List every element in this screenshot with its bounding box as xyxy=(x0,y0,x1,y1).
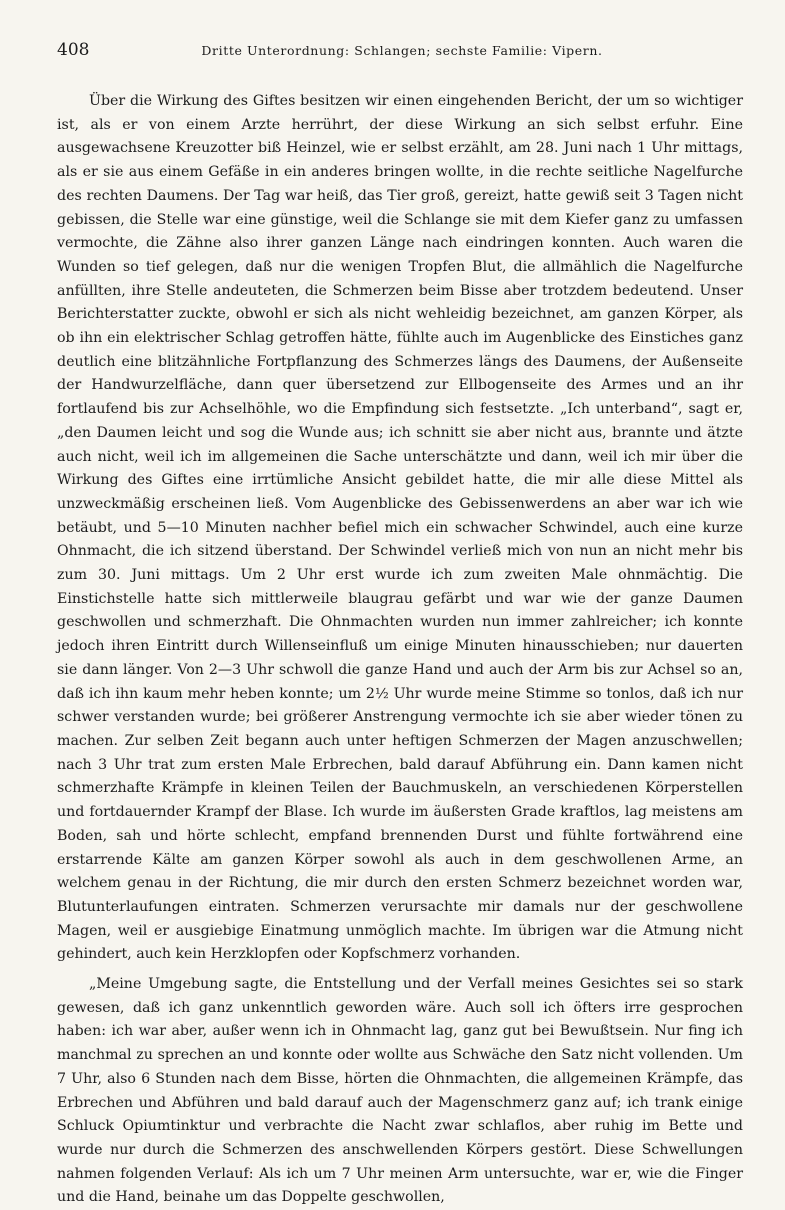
page-number: 408 xyxy=(57,40,90,60)
body-text xyxy=(57,90,743,1210)
running-title: Dritte Unterordnung: Schlangen; sechste Familie: Vipern. xyxy=(201,43,603,58)
page-header xyxy=(57,40,745,62)
paragraph: Über die Wirkung des Giftes besitzen wir einen eingehenden Bericht, der um so wichtiger ist, als er von einem Arzte herrührt, der diese Wirkung an sich selbst erfuhr. Eine ausgewachsene Kreuzotter biß Heinzel, wie er selbst erzählt, am 28. Juni nach 1 Uhr mittags, als er sie aus einem Gefäße in ein anderes bringen wollte, in die rechte seitliche Nagelfurche des rechten Daumens. Der Tag war heiß, das Tier groß, gereizt, hatte gewiß seit 3 Tagen nicht gebissen, die Stelle war eine günstige, weil die Schlange sie mit dem Kiefer ganz zu umfassen vermochte, die Zähne also ihrer ganzen Länge nach eindringen konnten. Auch waren die Wunden so tief gelegen, daß nur die wenigen Tropfen Blut, die allmählich die Nagelfurche anfüllten, ihre Stelle andeuteten, die Schmerzen beim Bisse aber trotzdem bedeutend. Unser Berichterstatter zuckte, obwohl er sich als nicht wehleidig bezeichnet, am ganzen Körper, als ob ihn ein elektrischer Schlag getroffen hätte, fühlte auch im Augenblicke des Einstiches ganz deutlich eine blitzähnliche Fortpflanzung des Schmerzes längs des Daumens, der Außenseite der Handwurzelfläche, dann quer übersetzend zur Ellbogenseite des Armes und an ihr fortlaufend bis zur Achselhöhle, wo die Empfindung sich festsetzte. „Ich unterband“, sagt er, „den Daumen leicht und sog die Wunde aus; ich schnitt sie aber nicht aus, brannte und ätzte auch nicht, weil ich im allgemeinen die Sache unterschätzte und dann, weil ich mir über die Wirkung des Giftes eine irrtümliche Ansicht gebildet hatte, die mir alle diese Mittel als unzweckmäßig erscheinen ließ. Vom Augenblicke des Gebissenwerdens an aber war ich wie betäubt, und 5—10 Minuten nachher befiel mich ein schwacher Schwindel, auch eine kurze Ohnmacht, die ich sitzend überstand. Der Schwindel verließ mich von nun an nicht mehr bis zum 30. Juni mittags. Um 2 Uhr erst wurde ich zum zweiten Male ohnmächtig. Die Einstichstelle hatte sich mittlerweile blaugrau gefärbt und war wie der ganze Daumen geschwollen und schmerzhaft. Die Ohnmachten wurden nun immer zahlreicher; ich konnte jedoch ihren Eintritt durch Willenseinfluß um einige Minuten hinausschieben; nur dauerten sie dann länger. Von 2—3 Uhr schwoll die ganze Hand und auch der Arm bis zur Achsel so an, daß ich ihn kaum mehr heben konnte; um 2½ Uhr wurde meine Stimme so tonlos, daß ich nur schwer verstanden wurde; bei größerer Anstrengung vermochte ich sie aber wieder tönen zu machen. Zur selben Zeit begann auch unter heftigen Schmerzen der Magen anzuschwellen; nach 3 Uhr trat zum ersten Male Erbrechen, bald darauf Abführung ein. Dann kamen nicht schmerzhafte Krämpfe in kleinen Teilen der Bauchmuskeln, an verschiedenen Körperstellen und fortdauernder Krampf der Blase. Ich wurde im äußersten Grade kraftlos, lag meistens am Boden, sah und hörte schlecht, empfand brennenden Durst und fühlte fortwährend eine erstarrende Kälte am ganzen Körper sowohl als auch in dem geschwollenen Arme, an welchem genau in der Richtung, die mir durch den ersten Schmerz bezeichnet worden war, Blutunterlaufungen eintraten. Schmerzen verursachte mir damals nur der geschwollene Magen, weil er ausgiebige Einatmung unmöglich machte. Im übrigen war die Atmung nicht gehindert, auch kein Herzklopfen oder Kopfschmerz vorhanden. xyxy=(57,93,743,963)
paragraph: „Meine Umgebung sagte, die Entstellung und der Verfall meines Gesichtes sei so stark gewesen, daß ich ganz unkenntlich geworden wäre. Auch soll ich öfters irre gesprochen haben: ich war aber, außer wenn ich in Ohnmacht lag, ganz gut bei Bewußtsein. Nur fing ich manchmal zu sprechen an und konnte oder wollte aus Schwäche den Satz nicht vollenden. Um 7 Uhr, also 6 Stunden nach dem Bisse, hörten die Ohnmachten, die allgemeinen Krämpfe, das Erbrechen und Abführen und bald darauf auch der Magenschmerz ganz auf; ich trank einige Schluck Opiumtinktur und verbrachte die Nacht zwar schlaflos, aber ruhig im Bette und wurde nur durch die Schmerzen des anschwellenden Körpers gestört. Diese Schwellungen nahmen folgenden Verlauf: Als ich um 7 Uhr meinen Arm untersuchte, war er, wie die Finger und die Hand, beinahe um das Doppelte geschwollen, xyxy=(57,976,743,1206)
